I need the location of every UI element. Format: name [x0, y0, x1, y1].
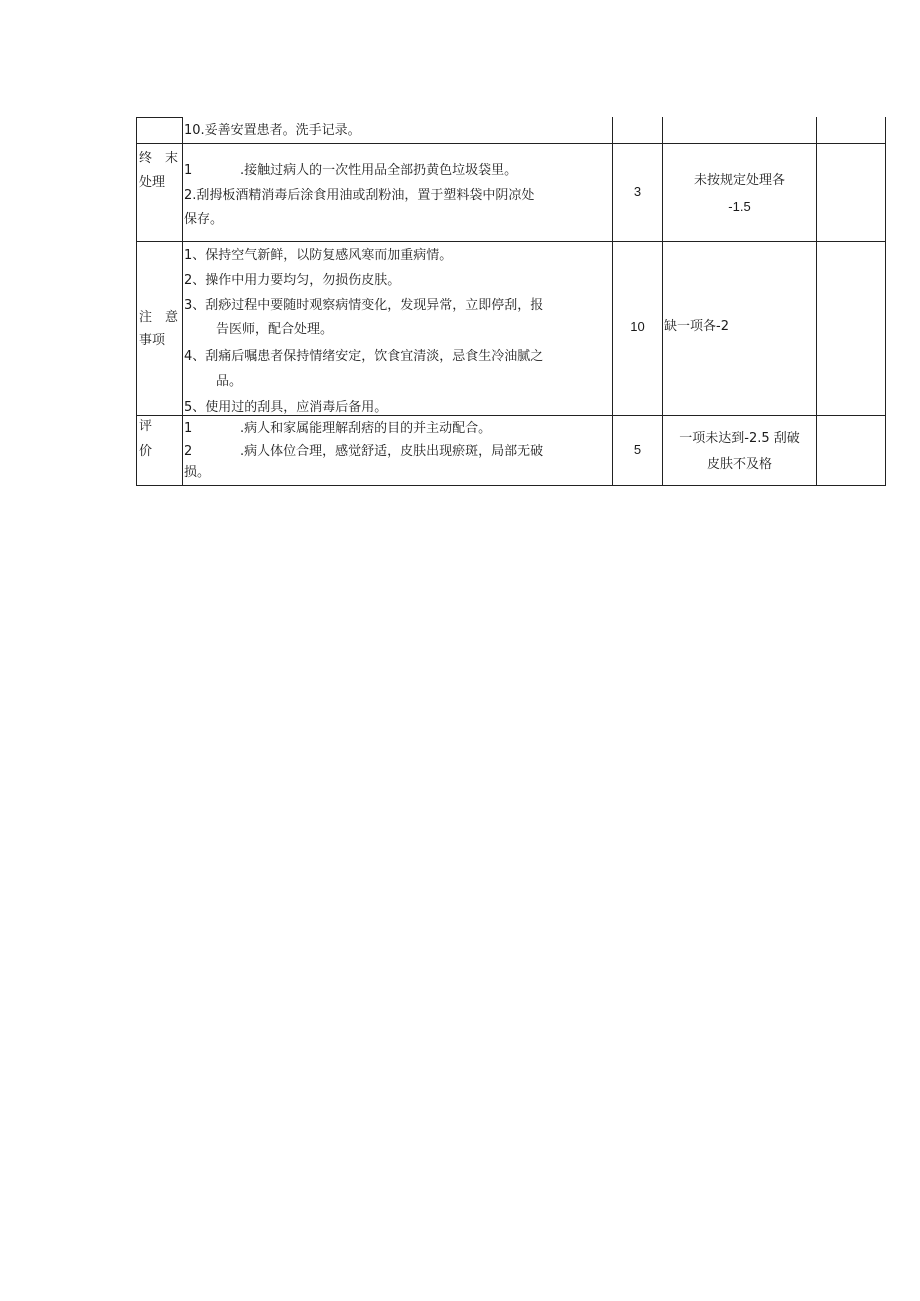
row4-item2-text: .病人体位合理，感觉舒适，皮肤出现瘀斑，局部无破: [240, 444, 544, 459]
row1-item: 10.妥善安置患者。洗手记录。: [184, 123, 361, 138]
row3-category-line1: 注 意: [139, 310, 179, 325]
row3-deduction: 缺一项各-2: [664, 319, 729, 334]
row3-item-4-cont: 品。: [216, 374, 243, 389]
row4-deduction-line2: 皮肤不及格: [706, 457, 772, 472]
row2-item2-line2: 保存。: [184, 212, 224, 227]
row4-item1-num: 1: [184, 421, 193, 436]
row2-item1-text: .接触过病人的一次性用品全部扔黄色垃圾袋里。: [240, 163, 518, 178]
scoring-table: [136, 117, 886, 486]
row3-top-border: [136, 241, 886, 242]
table-divider-col1: [182, 117, 183, 486]
row4-item1-text: .病人和家属能理解刮痞的目的并主动配合。: [240, 421, 492, 436]
table-divider-col4: [816, 117, 817, 486]
row2-top-border: [136, 143, 886, 144]
row3-item-3: 3、刮痧过程中要随时观察病情变化，发现异常，立即停刮，报: [184, 298, 544, 313]
row2-item1-num: 1: [184, 163, 193, 178]
table-border-right: [885, 117, 886, 486]
row3-item-5: 5、使用过的刮具，应消毒后备用。: [184, 400, 388, 415]
row3-item-3-cont: 告医师，配合处理。: [216, 322, 334, 337]
row3-item-1: 1、保持空气新鲜，以防复感风寒而加重病情。: [184, 248, 453, 263]
table-border-left: [136, 117, 137, 486]
row4-item2-num: 2: [184, 444, 193, 459]
row4-deduction-line1: 一项未达到-2.5 刮破: [679, 431, 800, 446]
row3-score: 10: [630, 319, 645, 334]
table-bottom-border: [136, 485, 886, 486]
row2-deduction-line2: -1.5: [728, 199, 751, 214]
table-divider-col2: [612, 117, 613, 486]
row4-category-line2: 价: [139, 444, 153, 459]
row4-category-line1: 评: [139, 419, 153, 434]
row4-item2-line2: 损。: [184, 465, 211, 480]
row3-item-4: 4、刮痛后嘱患者保持情绪安定，饮食宜清淡，忌食生冷油腻之: [184, 349, 544, 364]
row3-category-line2: 事项: [139, 333, 166, 348]
row2-deduction-line1: 未按规定处理各: [693, 173, 785, 188]
row2-score: 3: [633, 184, 642, 199]
row2-item2-line1: 2.刮拇板酒精消毒后涂食用油或刮粉油，置于塑料袋中阴凉处: [184, 188, 535, 203]
row4-score: 5: [633, 442, 642, 457]
row2-category-line1: 终 末: [139, 151, 179, 166]
row3-item-2: 2、操作中用力要均匀，勿损伤皮肤。: [184, 273, 401, 288]
row1-top-border: [136, 117, 183, 118]
row2-category-line2: 处理: [139, 175, 166, 190]
